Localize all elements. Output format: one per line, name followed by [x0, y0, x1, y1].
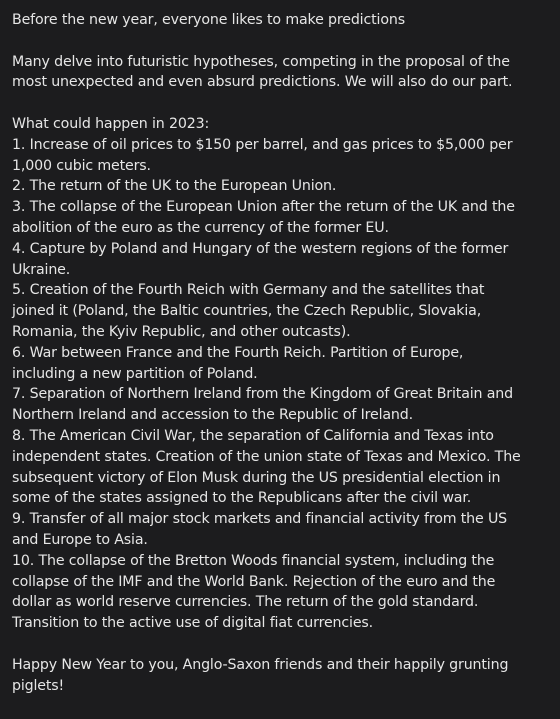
list-item: 1. Increase of oil prices to $150 per barrel, and gas prices to $5,000 per: [12, 136, 513, 153]
list-item: 8. The American Civil War, the separation of California and Texas into: [12, 427, 494, 444]
list-item: Ukraine.: [12, 261, 71, 278]
list-item: 7. Separation of Northern Ireland from the Kingdom of Great Britain and: [12, 386, 513, 403]
list-item: 3. The collapse of the European Union after the return of the UK and the: [12, 199, 515, 216]
list-item: joined it (Poland, the Baltic countries, the Czech Republic, Slovakia,: [12, 303, 482, 320]
list-item: 10. The collapse of the Bretton Woods financial system, including the: [12, 552, 495, 569]
list-item: Romania, the Kyiv Republic, and other outcasts).: [12, 323, 351, 340]
list-item: Northern Ireland and accession to the Republic of Ireland.: [12, 407, 413, 424]
list-item: 2. The return of the UK to the European Union.: [12, 178, 337, 195]
list-item: and Europe to Asia.: [12, 531, 148, 548]
list-item: independent states. Creation of the union state of Texas and Mexico. The: [12, 448, 521, 465]
list-item: including a new partition of Poland.: [12, 365, 258, 382]
closing-line: piglets!: [12, 677, 65, 694]
message-line: Before the new year, everyone likes to make predictions: [12, 12, 405, 28]
list-heading: What could happen in 2023:: [12, 115, 210, 132]
list-item: 5. Creation of the Fourth Reich with Germany and the satellites that: [12, 282, 485, 299]
message-line: Many delve into futuristic hypotheses, competing in the proposal of the: [12, 53, 510, 70]
list-item: subsequent victory of Elon Musk during the US presidential election in: [12, 469, 501, 486]
blank-line: [12, 31, 548, 52]
list-item: collapse of the IMF and the World Bank. Rejection of the euro and the: [12, 573, 496, 590]
list-item: dollar as world reserve currencies. The return of the gold standard.: [12, 594, 479, 611]
list-item: 6. War between France and the Fourth Reich. Partition of Europe,: [12, 344, 464, 361]
message-line: most unexpected and even absurd predictions. We will also do our part.: [12, 74, 513, 91]
blank-line: [12, 93, 548, 114]
list-item: 1,000 cubic meters.: [12, 157, 151, 174]
list-item: some of the states assigned to the Republicans after the civil war.: [12, 490, 472, 507]
list-item: 9. Transfer of all major stock markets and financial activity from the US: [12, 511, 508, 528]
list-item: abolition of the euro as the currency of the former EU.: [12, 219, 389, 236]
blank-line: [12, 634, 548, 655]
closing-line: Happy New Year to you, Anglo-Saxon friends and their happily grunting: [12, 656, 509, 673]
list-item: 4. Capture by Poland and Hungary of the western regions of the former: [12, 240, 509, 257]
list-item: Transition to the active use of digital fiat currencies.: [12, 615, 373, 632]
